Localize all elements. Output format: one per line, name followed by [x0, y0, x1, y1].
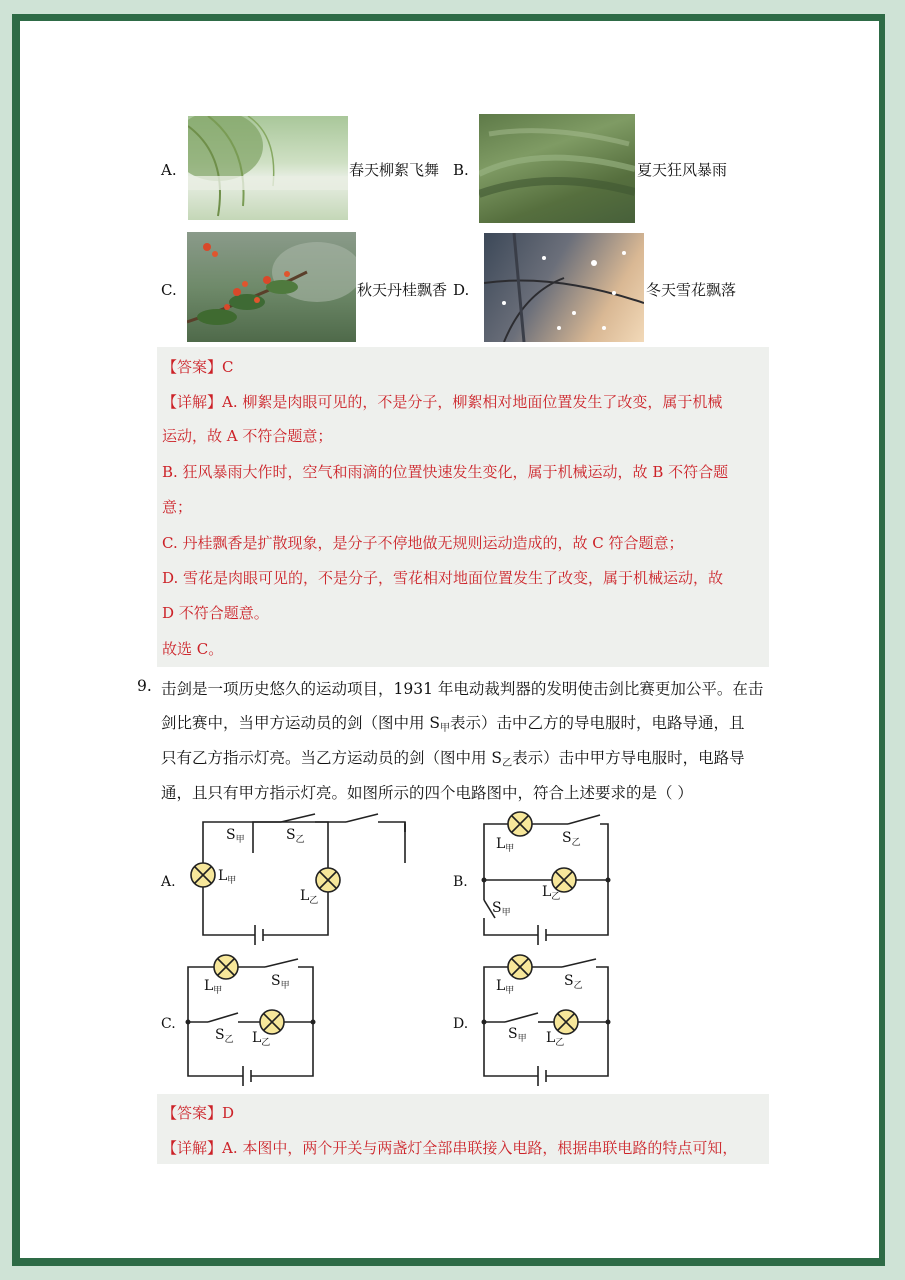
label-l1-b: $L_甲$ — [496, 836, 515, 854]
lamp-icon — [554, 1010, 578, 1034]
lamp-icon — [214, 955, 238, 979]
option-c-caption: 秋天丹桂飘香 — [357, 281, 448, 299]
label-l1-a: $L_甲$ — [218, 868, 237, 886]
q9-answer-line: 【答案】D — [162, 1104, 235, 1122]
label-l1-c: $L_甲$ — [204, 978, 223, 996]
q8-detail-line-5: C. 丹桂飘香是扩散现象，是分子不停地做无规则运动造成的，故 C 符合题意； — [162, 534, 684, 552]
label-s1-a: $S_甲$ — [226, 827, 245, 845]
snowfall-photo — [484, 233, 644, 342]
label-s2-c: $S_乙$ — [215, 1027, 234, 1045]
lamp-icon — [552, 868, 576, 892]
label-s2-b: $S_乙$ — [562, 830, 581, 848]
circuit-diagrams — [150, 810, 800, 1095]
answer-tag: 【答案】 — [162, 358, 223, 376]
label-l1-d: $L_甲$ — [496, 978, 515, 996]
q9-detail-line-1: 【详解】A. 本图中，两个开关与两盏灯全部串联接入电路，根据串联电路的特点可知， — [162, 1139, 738, 1157]
option-a-letter: A. — [161, 161, 177, 179]
q9-number: 9. — [137, 677, 152, 695]
label-s2-a: $S_乙$ — [286, 827, 305, 845]
q8-detail-line-8: 故选 C。 — [162, 640, 224, 658]
detail-text: A. 柳絮是肉眼可见的，不是分子，柳絮相对地面位置发生了改变，属于机械 — [222, 393, 723, 411]
lamp-icon — [260, 1010, 284, 1034]
option-d-caption: 冬天雪花飘落 — [646, 281, 737, 299]
label-s1-c: $S_甲$ — [271, 973, 290, 991]
circuit-b-letter: B. — [453, 874, 468, 890]
osmanthus-photo — [187, 232, 356, 342]
circuit-a-letter: A. — [161, 874, 176, 890]
storm-trees-photo — [479, 114, 635, 223]
lamp-icon — [191, 863, 215, 887]
q8-detail-line-7: D 不符合题意。 — [162, 604, 269, 622]
q8-answer-line — [162, 356, 234, 377]
label-s1-d: $S_甲$ — [508, 1026, 527, 1044]
q9-line-1: 击剑是一项历史悠久的运动项目，1931 年电动裁判器的发明使击剑比赛更加公平。在击 — [161, 680, 764, 698]
option-a-caption: 春天柳絮飞舞 — [349, 161, 440, 179]
detail-tag: 【详解】 — [162, 393, 223, 411]
option-b-letter: B. — [453, 161, 469, 179]
q8-detail-line-1 — [162, 391, 722, 412]
label-s1-b: $S_甲$ — [492, 900, 511, 918]
circuit-c-letter: C. — [161, 1016, 176, 1032]
option-d-letter: D. — [453, 281, 470, 299]
label-l2-d: $L_乙$ — [546, 1030, 565, 1048]
q8-detail-line-4: 意； — [162, 498, 193, 516]
label-l2-b: $L_乙$ — [542, 884, 561, 902]
q8-detail-line-6: D. 雪花是肉眼可见的，不是分子，雪花相对地面位置发生了改变，属于机械运动，故 — [162, 569, 724, 587]
option-b-caption: 夏天狂风暴雨 — [637, 161, 728, 179]
circuit-d-letter: D. — [453, 1016, 469, 1032]
answer-value: C — [222, 358, 234, 376]
lamp-icon — [316, 868, 340, 892]
lamp-icon — [508, 955, 532, 979]
option-c-letter: C. — [161, 281, 177, 299]
label-l2-c: $L_乙$ — [252, 1030, 271, 1048]
label-s2-d: $S_乙$ — [564, 973, 583, 991]
q9-line-2: 剑比赛中，当甲方运动员的剑（图中用 $S_甲$表示）击中乙方的导电服时，电路导通，且 — [161, 714, 745, 734]
q8-detail-line-2: 运动，故 A 不符合题意； — [162, 427, 333, 445]
q9-line-4: 通，且只有甲方指示灯亮。如图所示的四个电路图中，符合上述要求的是（ ） — [161, 784, 693, 802]
label-l2-a: $L_乙$ — [300, 888, 319, 906]
circuit-b — [484, 815, 608, 945]
q8-answer-box — [157, 347, 769, 667]
q9-answer-box — [157, 1094, 769, 1164]
lamp-icon — [508, 812, 532, 836]
willow-catkins-photo — [188, 116, 348, 220]
q9-line-3: 只有乙方指示灯亮。当乙方运动员的剑（图中用 $S_乙$表示）击中甲方导电服时，电路导 — [161, 749, 745, 769]
q8-detail-line-3: B. 狂风暴雨大作时，空气和雨滴的位置快速发生变化，属于机械运动，故 B 不符合题 — [162, 463, 729, 481]
